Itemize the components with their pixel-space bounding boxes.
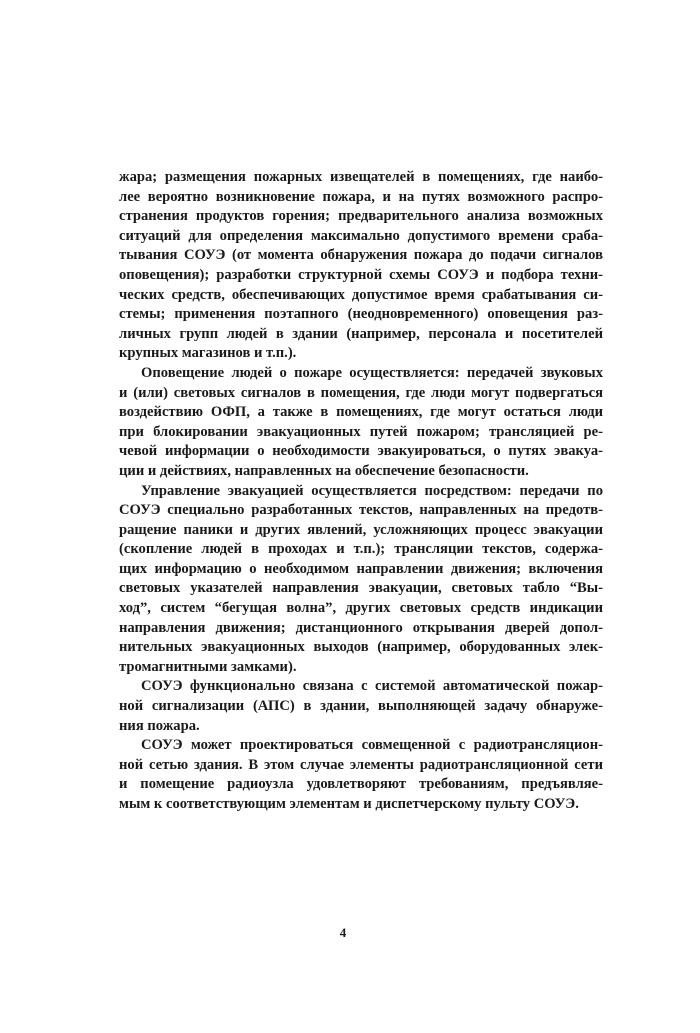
text-line: при блокировании эвакуационных путей пожаром; трансляцией ре- [119,423,603,440]
paragraph [119,736,603,814]
text-line: направления движения; дистанционного открывания дверей допол- [119,619,603,636]
text-line: нительных эвакуационных выходов (например, оборудованных элек- [119,639,603,656]
text-line: ситуаций для определения максимально допустимого времени сраба- [119,227,603,244]
text-line: чевой информации о необходимости эвакуироваться, о путях эвакуа- [119,443,603,460]
text-line: крупных магазинов и т.п.). [119,345,297,362]
text-line: стемы; применения поэтапного (неодновременного) оповещения раз- [119,306,603,323]
paragraph [119,168,603,364]
text-line: оповещения); разработки структурной схемы СОУЭ и подбора техни- [119,266,603,283]
text-line: СОУЭ специально разработанных текстов, направленных на предотв- [119,502,603,519]
text-line: тромагнитными замками). [119,658,297,675]
text-line: СОУЭ может проектироваться совмещенной с радиотрансляцион- [141,737,603,754]
text-line: ход”, систем “бегущая волна”, других световых средств индикации [119,600,603,617]
text-line: ной сетью здания. В этом случае элементы радиотрансляционной сети [119,756,603,773]
text-line: странения продуктов горения; предварительного анализа возможных [119,208,603,225]
text-line: мым к соответствующим элементам и диспетчерскому пульту СОУЭ. [119,796,579,812]
text-line: лее вероятно возникновение пожара, и на путях возможного распро- [119,188,603,205]
text-line: ращение паники и других явлений, усложняющих процесс эвакуации [119,521,603,538]
text-line: световых указателей направления эвакуации, световых табло “Вы- [119,580,603,597]
paragraph [119,482,603,678]
text-line: и (или) световых сигналов в помещения, где люди могут подвергаться [119,384,603,401]
body-text [119,168,603,815]
text-line: ческих средств, обеспечивающих допустимое время срабатывания си- [119,286,603,303]
text-line: жара; размещения пожарных извещателей в помещениях, где наибо- [119,169,603,185]
paragraph [119,364,603,482]
text-line: Управление эвакуацией осуществляется посредством: передачи по [141,482,603,499]
text-line: воздействию ОФП, а также в помещениях, где могут остаться люди [119,404,603,421]
text-line: ния пожара. [119,717,200,734]
text-line: Оповещение людей о пожаре осуществляется: передачей звуковых [141,364,603,381]
text-line: СОУЭ функционально связана с системой автоматической пожар- [141,678,603,695]
page-number: 4 [339,925,347,940]
text-line: ции и действиях, направленных на обеспечение безопасности. [119,462,529,479]
text-line: тывания СОУЭ (от момента обнаружения пожара до подачи сигналов [119,247,603,264]
paragraph [119,677,603,736]
text-line: (скопление людей в проходах и т.п.); трансляции текстов, содержа- [119,541,603,558]
text-line: личных групп людей в здании (например, персонала и посетителей [119,325,603,342]
text-line: щих информацию о необходимом направлении движения; включения [119,560,603,577]
text-line: и помещение радиоузла удовлетворяют требованиям, предъявляе- [119,776,603,793]
text-line: ной сигнализации (АПС) в здании, выполняющей задачу обнаруже- [119,698,603,715]
